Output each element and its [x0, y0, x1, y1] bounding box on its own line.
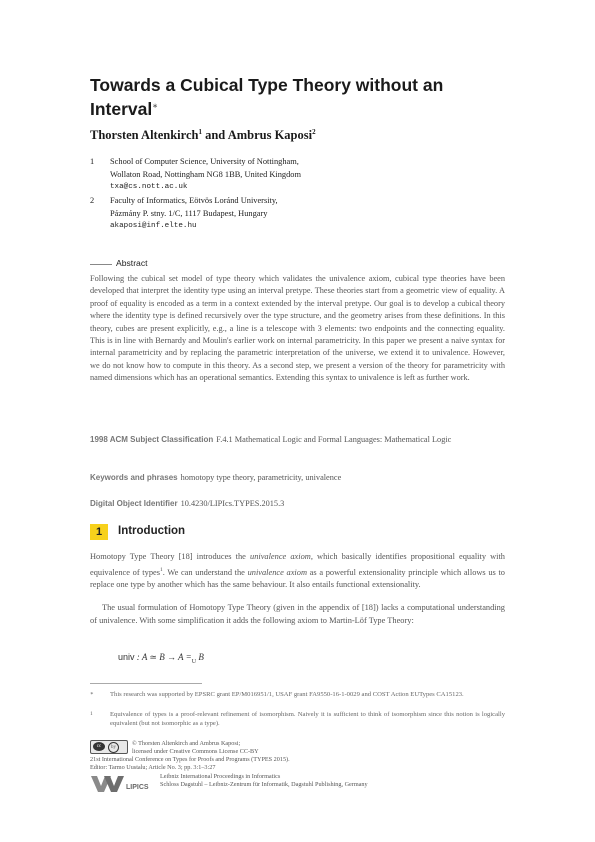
author-line: Thorsten Altenkirch$^1$ and Ambrus Kaposi$^2$ [90, 128, 316, 143]
intro-paragraph-1: Homotopy Type Theory [18] introduces the univalence axiom, which basically identifies propositional equality with equivalence of types$^1$. We can understand the univalence axiom as a powerful extensionality principle which allows us to replace one type by another which has the same behaviour. It also entails functional extensionality. [90, 552, 505, 589]
email-link[interactable]: txa@cs.nott.ac.uk [110, 183, 188, 191]
abstract-text: Following the cubical set model of type theory which validates the univalence axiom, cubical type theories have been developed that interpret the identity type using an interval pretype. These theories start from a geometric view of equality. A proof of equality is encoded as a term in a context extended by the interval pretype. Our goal is to develop a cubical theory where the identity type is defined recursively over the type structure, and the geometry arises from these definitions. In this theory, cubes are present explicitly, e.g., a line is a telescope with 3 elements: two endpoints and the connecting equality. This is in line with Bernardy and Moulin's earlier work on internal parametricity. In this paper we present a naive syntax for internal parametricity and by replacing the parametric interpretation of the universe, we extend it to univalence. However, we do not know how to compute in this theory. As a second step, we present a version of the theory for parametricity with named dimensions which has an operational semantics. Extending this syntax to univalence is left as further work. [90, 274, 505, 383]
univalence-formula: univ : A ≃ $B \to A =_U$ B [118, 652, 204, 665]
author-1: Thorsten Altenkirch [90, 128, 199, 143]
email-link[interactable]: akaposi@inf.elte.hu [110, 222, 197, 230]
section-title: Introduction [118, 525, 186, 537]
title-footnote-mark: ∗ [152, 103, 159, 110]
cc-by-badge[interactable]: cc by [90, 740, 128, 754]
intro-paragraph-2: The usual formulation of Homotopy Type Theory (given in the appendix of [18]) lacks a computational understanding of univalence. With some simplification it adds the following axiom to Martin-Löf Type Theory: [90, 603, 505, 625]
author-2: Ambrus Kaposi [227, 128, 313, 143]
abstract-rule [90, 264, 112, 265]
svg-text:LIPICS: LIPICS [126, 784, 149, 791]
lipics-logo [90, 773, 152, 795]
acm-classification: 1998 ACM Subject Classification F.4.1 Mathematical Logic and Formal Languages: Mathematical Logic [90, 435, 452, 444]
paper-title: Towards a Cubical Type Theory without an Interval∗ [90, 75, 444, 119]
keywords: Keywords and phrases homotopy type theory, parametricity, univalence [90, 473, 342, 482]
abstract-heading: Abstract [90, 258, 505, 270]
doi: Digital Object Identifier 10.4230/LIPIcs.TYPES.2015.3 [90, 499, 285, 508]
license-block: cc by © Thorsten Altenkirch and Ambrus Kaposi; licensed under Creative Commons License CC-BY 21st International Conference on Types for Proofs and Programs (TYPES 2015). Editor: Tarmo Uustalu; Article No. 3; pp. 3:1–3:27 LIPICS Leibniz International Proceedings in Informatics Schloss Dagstuhl – Leibniz-Zentrum für Informatik, Dagstuhl Publishing, Germany [90, 740, 510, 830]
doi-link[interactable]: 10.4230/LIPIcs.TYPES.2015.3 [180, 499, 285, 508]
section-number: 1 [90, 524, 108, 540]
footnote-rule [90, 683, 202, 684]
footnote-ref[interactable]: 1 [159, 566, 163, 573]
